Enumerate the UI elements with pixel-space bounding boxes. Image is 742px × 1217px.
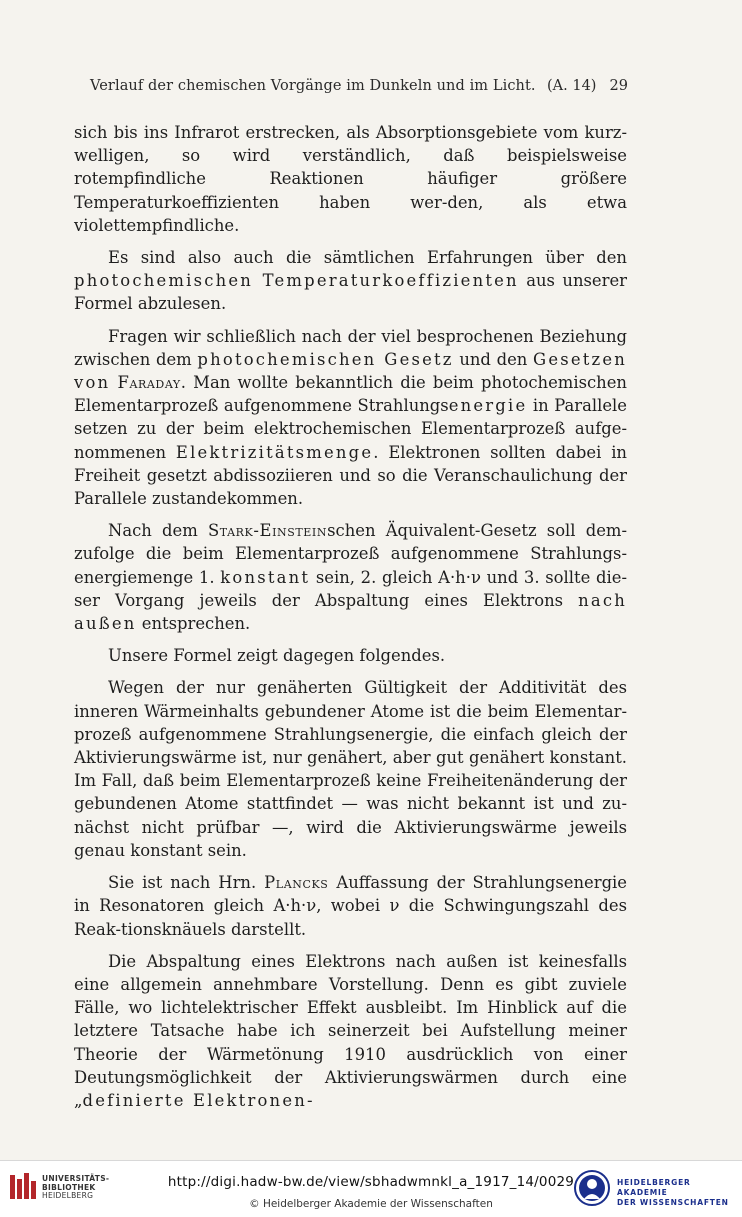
spaced-emphasis: Gesetzen von	[74, 349, 628, 393]
header-title: Verlauf der chemischen Vorgänge im Dunkeln und im Licht.	[90, 78, 536, 94]
spaced-emphasis: photochemischen Temperaturkoeffizienten	[74, 271, 519, 291]
paragraph-7	[74, 871, 627, 941]
page-number: 29	[609, 78, 628, 94]
paragraph-5	[74, 644, 627, 667]
text-run: sein, 2. gleich A·h·ν und 3. sollte die-ser Vorgang jeweils der Abspaltung eines Elektrons	[74, 567, 627, 610]
text-run: sich bis ins Infrarot erstrecken, als Absorptionsgebiete vom kurz-welligen, so wird verständlich, daß beispielsweise rotempfindliche Reaktionen häufiger größere Temperaturkoeffizienten haben wer-den, als etwa violettempfindliche.	[74, 123, 627, 235]
text-run: Auffassung der Strahlungsenergie in Resonatoren gleich A·h·ν, wobei ν die Schwingungszahl des Reak-tionsknäuels darstellt.	[74, 873, 627, 939]
uni-line-2: BIBLIOTHEK	[42, 1182, 96, 1192]
text-run: Nach dem	[108, 521, 208, 541]
spaced-emphasis: nach außen	[74, 590, 627, 634]
academy-line-2: DER WISSENSCHAFTEN	[617, 1198, 729, 1207]
text-run: Fragen wir schließlich nach der viel besprochenen Beziehung zwischen dem	[74, 326, 627, 369]
spaced-emphasis: photochemischen Gesetz	[197, 349, 454, 369]
academy-seal-icon	[573, 1169, 611, 1207]
text-run: schen Äquivalent-Gesetz soll dem-zufolge die beim Elementarprozeß aufgenommene Strahlungs-energiemenge 1.	[74, 521, 627, 587]
paragraph-1	[74, 121, 627, 237]
text-run: . Elektronen sollten dabei in Freiheit gesetzt abdissoziieren und so die Veranschaulichung der Parallele zustandekommen.	[74, 442, 627, 509]
spaced-emphasis: energie	[448, 396, 528, 416]
copyright-notice: © Heidelberger Akademie der Wissenschaften	[249, 1198, 493, 1210]
spaced-emphasis: konstant	[220, 567, 311, 587]
academy-line-1: HEIDELBERGER AKADEMIE	[617, 1178, 691, 1197]
text-run: in Parallele setzen zu der beim elektrochemischen Elementarprozeß aufge-nommenen	[74, 396, 627, 462]
uni-line-1: UNIVERSITÄTS-	[42, 1174, 110, 1183]
text-run: Die Abspaltung eines Elektrons nach außen ist keinesfalls eine allgemein annehmbare Vorstellung. Denn es gibt zuviele Fälle, wo lichtelektrischer Effekt ausbleibt. Im Hinblick auf die letztere Tatsache habe ich seinerzeit bei Aufstellung meiner Theorie der Wärmetönung 1910 ausdrücklich von einer Deutungsmöglichkeit der Aktivierungswärmen durch eine „	[74, 951, 627, 1110]
paragraph-6	[74, 676, 627, 862]
text-run: Unsere Formel zeigt dagegen folgendes.	[108, 646, 446, 666]
paragraph-3	[74, 325, 627, 511]
viewer-footer	[0, 1160, 742, 1217]
text-run: und den	[453, 349, 534, 369]
permalink-url[interactable]: http://digi.hadw-bw.de/view/sbhadwmnkl_a_1917_14/0029	[167, 1174, 575, 1190]
spaced-emphasis: Elektrizitätsmenge	[175, 442, 374, 462]
header-section: (A. 14)	[547, 78, 597, 94]
name-small-caps: Plancks	[264, 873, 329, 893]
spaced-emphasis: definierte Elektronen-	[82, 1090, 315, 1110]
text-run: . Man wollte bekanntlich die beim photochemischen Elementarprozeß aufgenommene Strahlungs	[74, 373, 627, 416]
name-small-caps: Faraday	[117, 373, 181, 393]
academy-name	[617, 1178, 742, 1208]
paragraph-4	[74, 519, 627, 635]
body-text	[74, 121, 627, 1121]
text-run: Sie ist nach Hrn.	[108, 873, 265, 893]
name-small-caps: Stark-Einstein	[207, 521, 328, 541]
paragraph-2	[74, 246, 627, 316]
text-run: entsprechen.	[136, 614, 251, 634]
paragraph-8	[74, 950, 627, 1112]
text-run: aus unserer Formel abzulesen.	[74, 271, 627, 314]
text-run: Wegen der nur genäherten Gültigkeit der Additivität des inneren Wärmeinhalts gebundener Atome ist die beim Elementar-prozeß aufgenommene Strahlungsenergie, die einfach gleich der Aktivierungswärme ist, nur genähert, aber gut genähert konstant. Im Fall, daß beim Elementarprozeß keine Freiheitenänderung der gebundenen Atome stattfindet — was nicht bekannt ist und zu-nächst nicht prüfbar —, wird die Aktivierungswärme jeweils genau konstant sein.	[74, 678, 627, 860]
text-run: Es sind also auch die sämtlichen Erfahrungen über den	[108, 248, 627, 268]
uni-line-3: HEIDELBERG	[42, 1191, 94, 1200]
